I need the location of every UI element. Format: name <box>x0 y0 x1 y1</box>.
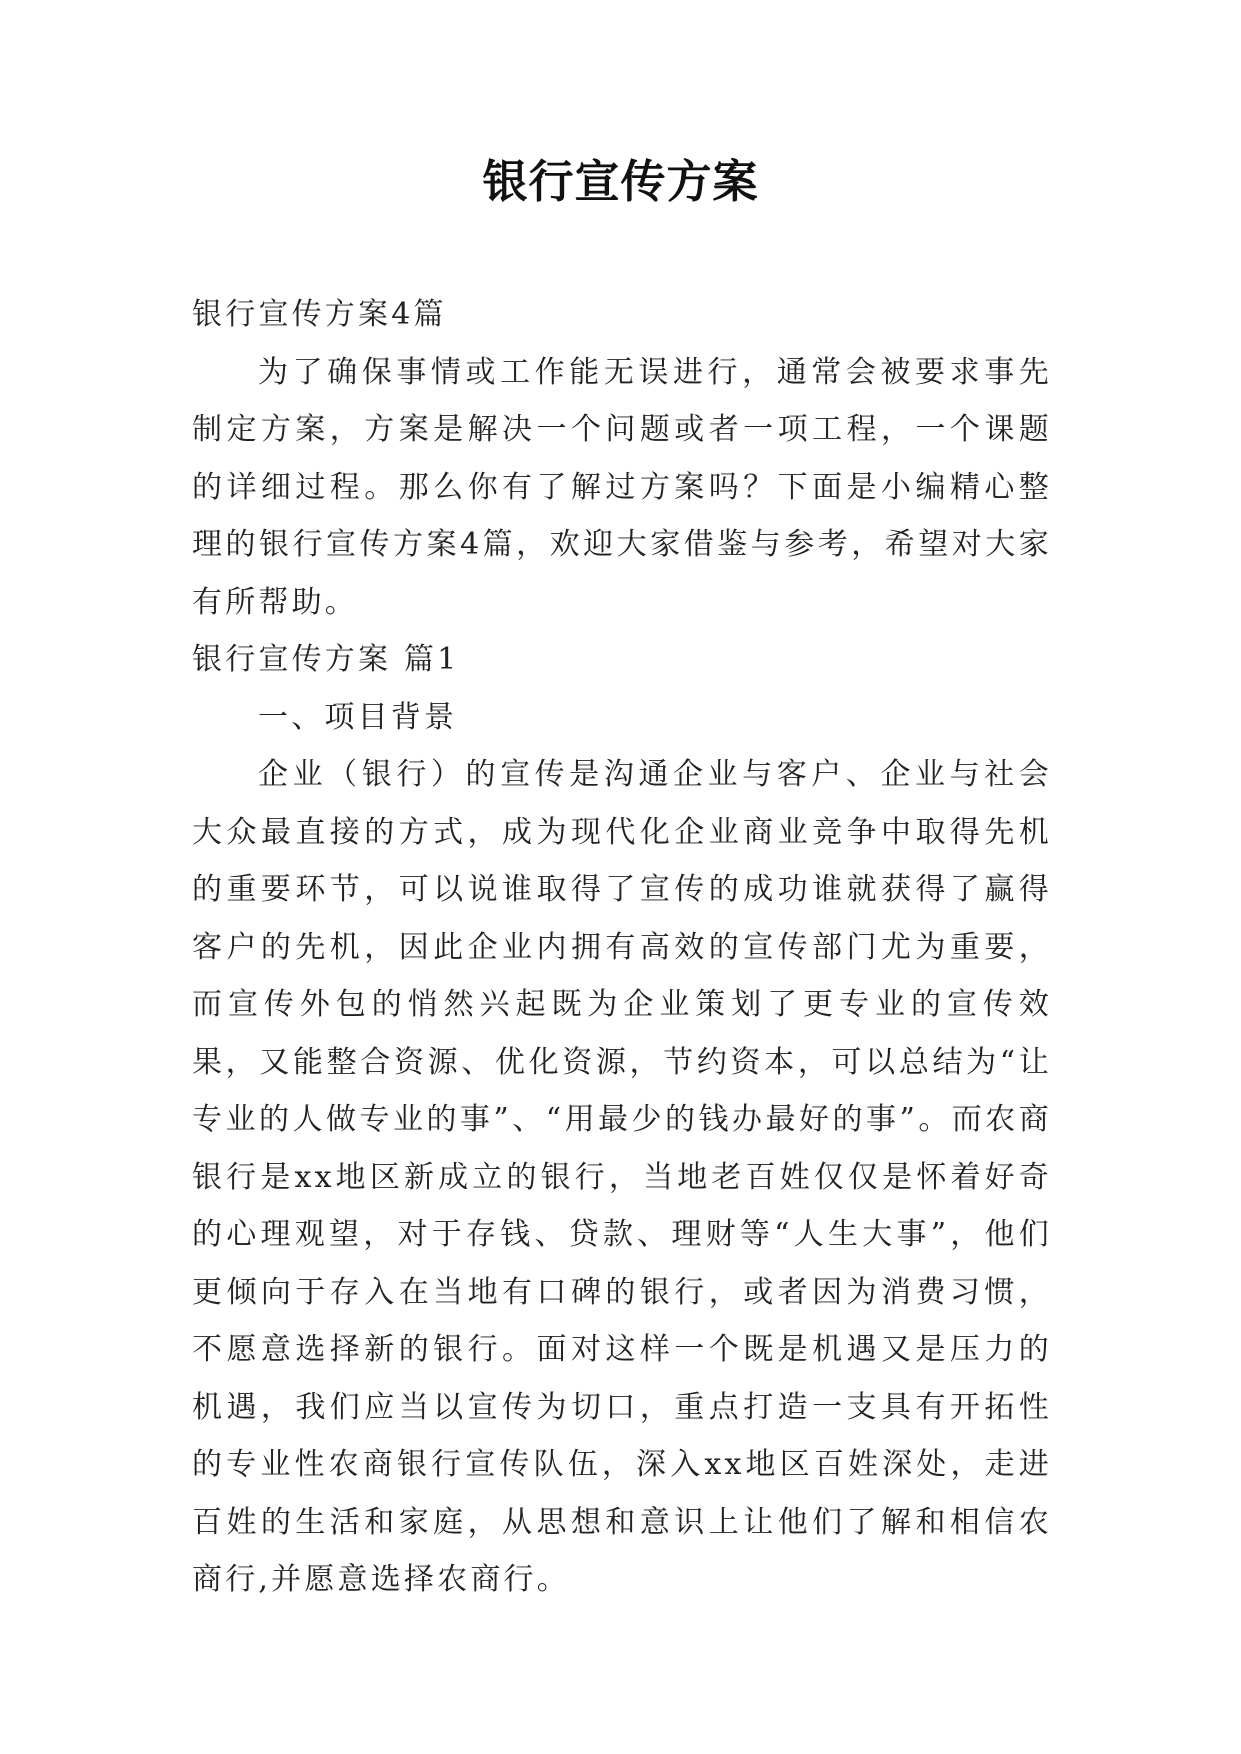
subsection-heading: 一、项目背景 <box>258 699 458 735</box>
subtitle-line: 银行宣传方案4篇 <box>192 297 447 332</box>
document-body <box>192 286 1052 1609</box>
section-heading: 银行宣传方案 篇1 <box>192 642 460 677</box>
background-paragraph: 企业（银行）的宣传是沟通企业与客户、企业与社会大众最直接的方式，成为现代化企业商业竞争中取得先机的重要环节，可以说谁取得了宣传的成功谁就获得了赢得客户的先机，因此企业内拥有高效的宣传部门尤为重要，而宣传外包的悄然兴起既为企业策划了更专业的宣传效果，又能整合资源、优化资源，节约资本，可以总结为“让专业的人做专业的事”、“用最少的钱办最好的事”。而农商银行是xx地区新成立的银行，当地老百姓仅仅是怀着好奇的心理观望，对于存钱、贷款、理财等“人生大事”，他们更倾向于存入在当地有口碑的银行，或者因为消费习惯，不愿意选择新的银行。面对这样一个既是机遇又是压力的机遇，我们应当以宣传为切口，重点打造一支具有开拓性的专业性农商银行宣传队伍，深入xx地区百姓深处，走进百姓的生活和家庭，从思想和意识上让他们了解和相信农商行,并愿意选择农商行。 <box>192 757 1052 1597</box>
intro-paragraph: 为了确保事情或工作能无误进行，通常会被要求事先制定方案，方案是解决一个问题或者一项工程，一个课题的详细过程。那么你有了解过方案吗？下面是小编精心整理的银行宣传方案4篇，欢迎大家借鉴与参考，希望对大家有所帮助。 <box>192 354 1052 620</box>
document-title: 银行宣传方案 <box>482 155 759 208</box>
